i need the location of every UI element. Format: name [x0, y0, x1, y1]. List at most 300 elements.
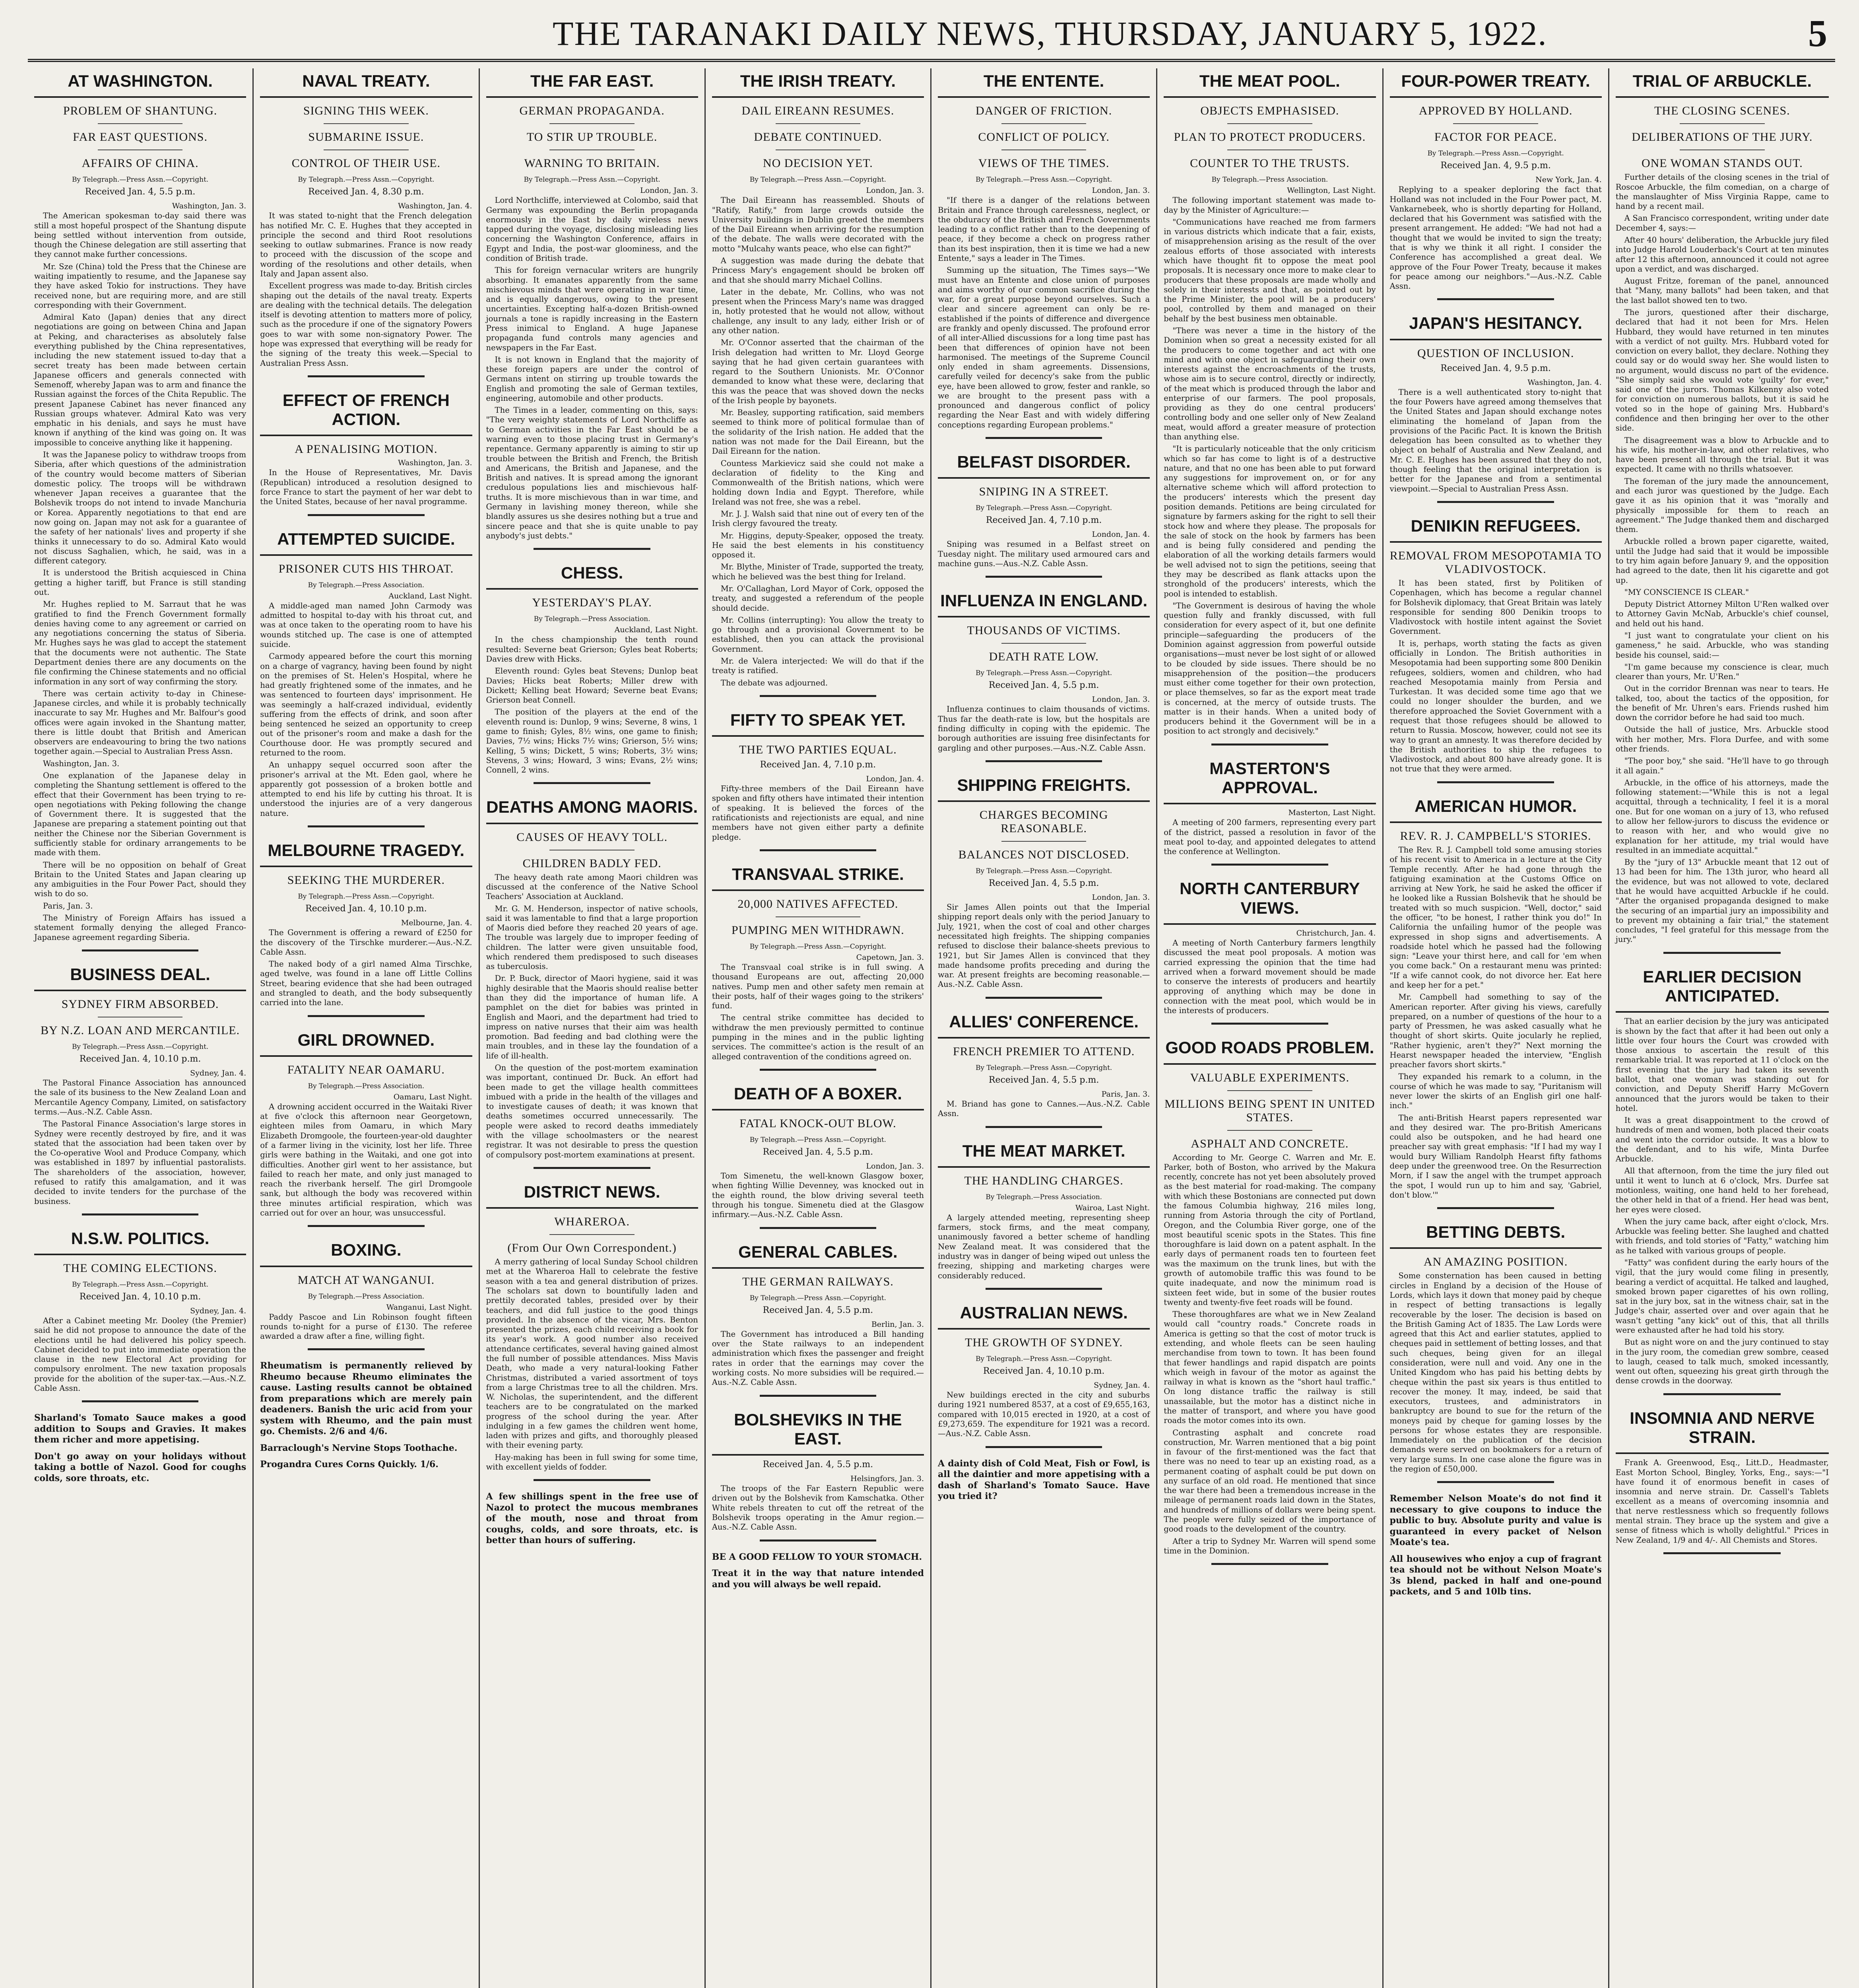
article-paragraph: The naked body of a girl named Alma Tirschke, aged twelve, was found in a lane off Little Collins Street, bearing evidence that she had been outraged and strangled to death, and the body subsequently carried into the lane.: [260, 959, 472, 1008]
dateline: New York, Jan. 4.: [1535, 175, 1602, 184]
wire-credit: By Telegraph.—Press Association.: [1211, 176, 1328, 184]
wire-credit: By Telegraph.—Press Association.: [308, 1082, 425, 1090]
article: [260, 68, 472, 377]
advertisement: Remember Nelson Moate's do not find it necessary to give coupons to induce the public to buy. Absolute purity and value is guaranteed in every packet of Nelson Moate's tea.: [1389, 1493, 1602, 1548]
article-paragraph: The position of the players at the end of the eleventh round is: Dunlop, 9 wins; Severne, 8 wins, 1 game to finish; Gyles, 8½ wins, one game to finish; Davies, 7½ wins; Hicks 7½ wins; Grierson, 5½ wins; Kelling, 5 wins; Dickett, 5 wins; Roberts, 3½ wins; Stevens, 3 wins; Howard, 3 wins; Evans, 2½ wins; Connell, 2 wins.: [486, 707, 698, 775]
article-end-rule: [986, 437, 1102, 439]
article-subheading: VIEWS OF THE TIMES.: [978, 157, 1110, 170]
article-paragraph: Eleventh round: Gyles beat Stevens; Dunlop beat Davies; Hicks beat Roberts; Miller drew with Dickett; Kelling beat Howard; Severne beat Evans; Grierson beat Connell.: [486, 666, 698, 705]
article-paragraph: An unhappy sequel occurred soon after the prisoner's arrival at the Mt. Eden gaol, where he apparently got possession of a broken bottle and attempted to end his life by cutting his throat. It is understood the injuries are of a very dangerous nature.: [260, 760, 472, 818]
wire-credit: By Telegraph.—Press Assn.—Copyright.: [1427, 149, 1564, 158]
dateline: Auckland, Last Night.: [614, 625, 698, 635]
article-paragraph: Contrasting asphalt and concrete road construction, Mr. Warren mentioned that a big point in favour of the first-mentioned was the fact that there was no need to tear up an existing road, as a permanent coating of asphalt could be put down on any surface of an old road. He mentioned that since the war there had been a tremendous increase in the mileage of permanent roads laid down in the States, and hundreds of millions of dollars were being spent. The people were fully seized of the importance of good roads to the development of the country.: [1164, 1428, 1376, 1534]
article-subheading: CAUSES OF HEAVY TOLL.: [516, 830, 668, 844]
article: [938, 588, 1150, 762]
article: [486, 560, 698, 784]
article-paragraph: This for foreign vernacular writers are hungrily absorbing. It emanates apparently from the same mischievous minds that were operating in war time, and is equally dangerous, owing to the present uncertainties. Excepting half-a-dozen British-owned journals a tone is rapidly increasing in the Eastern Press inimical to England. A huge Japanese propaganda fund controls many agencies and newspapers in the Far East.: [486, 266, 698, 352]
article-paragraph: Mr. Collins (interrupting): You allow the treaty to go through and a provisional Government to be established, then you can attack the provisional Government.: [712, 615, 924, 654]
article-subheading: (From Our Own Correspondent.): [507, 1241, 677, 1255]
wire-credit: By Telegraph.—Press Assn.—Copyright.: [975, 504, 1112, 513]
advertisement: Barraclough's Nervine Stops Toothache.: [260, 1442, 458, 1453]
article: [712, 707, 924, 851]
wire-credit: By Telegraph.—Press Association.: [986, 1193, 1102, 1201]
dateline: Wanganui, Last Night.: [386, 1303, 472, 1312]
article-headline: AT WASHINGTON.: [34, 68, 246, 98]
article-subheading: WARNING TO BRITAIN.: [524, 157, 660, 170]
article-paragraph: Frank A. Greenwood, Esq., Litt.D., Headmaster, East Morton School, Bingley, Yorks, Eng., says:—"I have found it of enormous benefit in cases of insomnia and nerve strain. Dr. Cassell's Tablets excellent as a means of overcoming insomnia and that nerve restlessness which so frequently follows mental strain. They brace up the system and give a sense of fitness which is wholly delightful." Prices in New Zealand, 1/9 and 4/-. All Chemists and Stores.: [1615, 1458, 1829, 1545]
dateline: Helsingfors, Jan. 3.: [850, 1474, 924, 1483]
article-paragraph: Countess Markievicz said she could not make a declaration of fidelity to the King and Commonwealth of the British nations, which were holding down India and Egypt. Therefore, while Ireland was not free, she was a rebel.: [712, 458, 924, 507]
article-subheading: REMOVAL FROM MESOPOTAMIA TO VLADIVOSTOCK.: [1389, 549, 1602, 576]
article-headline: TRANSVAAL STRIKE.: [712, 862, 924, 891]
article-paragraph: The foreman of the jury made the announcement, and each juror was questioned by the Judge. Each gave it as his opinion that it was "morally and physically impossible for them to reach an agreement." The Judge thanked them and discharged them.: [1615, 476, 1829, 534]
article-subheading: CHARGES BECOMING REASONABLE.: [979, 808, 1108, 835]
article-headline: NAVAL TREATY.: [260, 68, 472, 98]
wire-credit: By Telegraph.—Press Assn.—Copyright.: [975, 1355, 1112, 1363]
article-subheading: SUBMARINE ISSUE.: [308, 130, 424, 144]
divider-rule: [324, 123, 408, 124]
article: [1616, 68, 1829, 954]
article-paragraph: "The Government is desirous of having the whole question fully and frankly discussed, with full consideration for every aspect of it, but one definite principle—safeguarding the producers of the Dominion against aggression from powerful outside organisations—must never be lost sight of or allowed to be clouded by side issues. There should be no misapprehension of the position—the producers must either come together for their own protection, or place themselves, so far as the export meat trade is concerned, at the mercy of outside trusts. The matter is in their hands. When a united body of producers behind it the Government will be in a position to act strongly and decisively.": [1164, 601, 1376, 736]
article-end-rule: [1211, 1023, 1328, 1025]
article: [34, 68, 246, 951]
article-subheading: DEBATE CONTINUED.: [754, 130, 882, 144]
wire-credit: By Telegraph.—Press Assn.—Copyright.: [975, 669, 1112, 678]
article-paragraph: A drowning accident occurred in the Waitaki River at five o'clock this afternoon near Georgetown, eighteen miles from Oamaru, in which Mary Elizabeth Dromgoole, the fourteen-year-old daughter of a farmer living in the vicinity, lost her life. Three girls were bathing in the Waitaki, and one got into difficulties. Another girl went to her assistance, but failed to reach her mate, and only just managed to reach the riverbank herself. The girl Dromgoole sank, but although the body was recovered within three minutes artificial respiration, which was carried out for over an hour, was unsuccessful.: [260, 1102, 472, 1217]
article-paragraph: Admiral Kato (Japan) denies that any direct negotiations are going on between China and Japan at Peking, and characterises as absolutely false everything published by the China representatives, including the new statement issued to-day that a secret treaty has been made between certain Japanese officers and generals connected with Semenoff, whereby Japan was to arm and finance the Russian against the forces of the Chita Republic. The present Japanese Cabinet has never financed any Russian groups whatever. Admiral Kato was very emphatic in his denials, and says he must have known if anything of the kind was going on. It was impossible to conceive anything like it happening.: [34, 313, 246, 447]
article-paragraph: M. Briand has gone to Cannes.—Aus.-N.Z. Cable Assn.: [938, 1099, 1150, 1118]
article-paragraph: Further details of the closing scenes in the trial of Roscoe Arbuckle, the film comedian, on a charge of the manslaughter of Miss Virginia Rappe, came to hand by a recent mail.: [1615, 173, 1829, 211]
article-paragraph: "MY CONSCIENCE IS CLEAR.": [1624, 587, 1749, 597]
article-subheading: FATALITY NEAR OAMARU.: [287, 1063, 445, 1076]
divider-rule: [98, 123, 182, 124]
article-paragraph: "It is particularly noticeable that the only criticism which so far has come to light is of a destructive nature, and that no one has been able to put forward any suggestions for improvement on, or for any alternative scheme which will afford protection to the producers' interests which the present day position demands. Petitions are being circulated for signature by farmers asking for the right to sell their stock how and where they please. The proposals for the sale of stock on the hook by farmers has been and is being fully considered and pending the elaboration of all the working details farmers would be well advised not to sign the petitions, seeing that they may be described as flank attacks upon the stronghold of the producers' interests, which the pool is intended to establish.: [1164, 444, 1376, 598]
article-end-rule: [986, 760, 1102, 762]
wire-credit: By Telegraph.—Press Assn.—Copyright.: [975, 867, 1112, 876]
article-headline: MELBOURNE TRAGEDY.: [260, 838, 472, 867]
article-end-rule: [534, 782, 650, 784]
article-headline: AMERICAN HUMOR.: [1390, 794, 1602, 823]
article-paragraph: "I just want to congratulate your client on his gameness," he said. Arbuckle, who was standing beside his counsel, said:—: [1615, 631, 1829, 660]
article-paragraph: It was the Japanese policy to withdraw troops from Siberia, after which questions of the administration of the country would become matters of Siberian domestic policy. The troops will be withdrawn whenever Japan receives a guarantee that the Bolshevik troops do not intend to invade Manchuria or Korea. Apparently negotiations to that end are now going on. Japan may not ask for a guarantee of the safety of her nationals' lives and property if she thinks it unnecessary to do so. Admiral Kato would not discuss Saghalien, which, he said, was in a different category.: [34, 450, 246, 566]
article-end-rule: [534, 1167, 650, 1169]
received-time: Received Jan. 4, 5.5 p.m.: [988, 680, 1099, 691]
wire-credit: By Telegraph.—Press Assn.—Copyright.: [298, 176, 435, 184]
dateline: Washington, Jan. 4.: [1527, 378, 1602, 387]
article-paragraph: After a trip to Sydney Mr. Warren will spend some time in the Dominion.: [1164, 1536, 1376, 1555]
article-paragraph: Hay-making has been in full swing for some time, with excellent yields of fodder.: [486, 1452, 698, 1472]
article-paragraph: Mr. Sze (China) told the Press that the Chinese are waiting impatiently to resume, and the Japanese say they have asked Tokio for instructions. They have received none, but are requiring more, and are still corresponding with their Government.: [34, 262, 246, 310]
article-paragraph: The American spokesman to-day said there was still a most hopeful prospect of the Shantung dispute being settled without intervention from outside, though the Chinese delegation are still asserting that they cannot make further concessions.: [34, 211, 246, 259]
column-8: [1609, 68, 1835, 1988]
dateline: London, Jan. 3.: [1092, 695, 1150, 704]
article: [486, 1179, 698, 1481]
article-paragraph: Mr. Blythe, Minister of Trade, supported the treaty, which he believed was the best thing for Ireland.: [712, 562, 924, 581]
article-end-rule: [308, 514, 424, 516]
dateline: Auckland, Last Night.: [388, 591, 472, 600]
article-end-rule: [760, 1227, 876, 1229]
article-paragraph: The Transvaal coal strike is in full swing. A thousand Europeans are out, affecting 20,000 natives. Pump men and other safety men remain at their posts, half of their wages going to the strikers' fund.: [712, 963, 924, 1011]
article-headline: GIRL DROWNED.: [260, 1027, 472, 1057]
article-headline: INSOMNIA AND NERVE STRAIN.: [1616, 1406, 1829, 1454]
article-subheading: AFFAIRS OF CHINA.: [82, 157, 199, 170]
wire-credit: By Telegraph.—Press Assn.—Copyright.: [298, 893, 435, 901]
article: [938, 773, 1150, 999]
article-headline: CHESS.: [486, 560, 698, 590]
article-paragraph: Mr. O'Connor asserted that the chairman of the Irish delegation had written to Mr. Lloyd George saying that he had given certain guarantees with regard to the Southern Unionists. Mr. O'Connor demanded to know what these were, declaring that this was the peace that was shoved down the necks of the Irish people by bayonets.: [712, 338, 924, 405]
article-end-rule: [1437, 298, 1554, 300]
article-paragraph: The following important statement was made to-day by the Minister of Agriculture:—: [1164, 196, 1376, 215]
divider-rule: [1001, 643, 1086, 644]
article-headline: ALLIES' CONFERENCE.: [938, 1009, 1150, 1039]
article: [1164, 756, 1376, 866]
article-headline: TRIAL OF ARBUCKLE.: [1616, 68, 1829, 98]
article-subheading: FATAL KNOCK-OUT BLOW.: [739, 1117, 897, 1130]
article-subheading: REV. R. J. CAMPBELL'S STORIES.: [1400, 829, 1591, 843]
article-subheading: PLAN TO PROTECT PRODUCERS.: [1174, 130, 1366, 144]
article-paragraph: The Pastoral Finance Association's large stores in Sydney were recently destroyed by fire, and it was stated that the association had been taken over by the Co-operative Wool and Produce Company, which was established in 1897 by influential pastoralists. The shareholders of the association, however, refused to ratify this amalgamation, and it was decided to invite tenders for the purchase of the business.: [34, 1119, 246, 1206]
article-paragraph: The troops of the Far Eastern Republic were driven out by the Bolshevik from Kamschatka. Other White rebels threaten to cut off the retreat of the Bolshevik troops operating in the Amur region.—Aus.-N.Z. Cable Assn.: [712, 1484, 924, 1532]
divider-rule: [1001, 149, 1086, 150]
article-end-rule: [308, 1225, 424, 1227]
divider-rule: [1227, 149, 1312, 150]
divider-rule: [1227, 1090, 1312, 1091]
received-time: Received Jan. 4, 7.10 p.m.: [760, 760, 876, 770]
article-subheading: CHILDREN BADLY FED.: [522, 856, 662, 870]
article-paragraph: In the chess championship the tenth round resulted: Severne beat Grierson; Gyles beat Roberts; Davies drew with Hicks.: [486, 635, 698, 664]
article-paragraph: Excellent progress was made to-day. British circles shaping out the details of the naval treaty. Experts are dealing with the technical details. The delegation itself is devoting attention to matters more of policy, such as the procedure if one of the signatory Powers goes to war with some non-signatory Power. The hope was expressed that everything will be ready for the signing of the treaty this week.—Special to Australian Press Assn.: [260, 281, 472, 368]
wire-credit: By Telegraph.—Press Assn.—Copyright.: [749, 1136, 887, 1144]
article-paragraph: There will be no opposition on behalf of Great Britain to the United States and Japan clearing up any ambiguities in the Four Power Pact, should they wish to do so.: [34, 860, 246, 899]
article-headline: BELFAST DISORDER.: [938, 449, 1150, 479]
article: [1616, 1406, 1829, 1554]
article-paragraph: Deputy District Attorney Milton U'Ren walked over to Attorney Gavin McNab, Arbuckle's chief counsel, and held out his hand.: [1615, 600, 1829, 628]
article-paragraph: That an earlier decision by the jury was anticipated is shown by the fact that after it had been out only a little over four hours the Court was crowded with those anxious to ascertain the result of this remarkable trial. It was reported at 11 o'clock on the first evening that the jury had taken its seventh ballot, that one woman was standing out for conviction, and Deputy Sheriff Harry McGovern announced that the jurors would be taken to their hotel.: [1615, 1017, 1829, 1113]
dateline: Berlin, Jan. 3.: [871, 1320, 924, 1329]
article-subheading: THE GERMAN RAILWAYS.: [742, 1275, 894, 1288]
article-end-rule: [82, 949, 198, 951]
article: [938, 1009, 1150, 1128]
divider-rule: [549, 1234, 634, 1235]
article-subheading: DAIL EIREANN RESUMES.: [741, 104, 895, 118]
article-headline: DEATHS AMONG MAORIS.: [486, 794, 698, 824]
article-paragraph: Arbuckle, in the office of his attorneys, made the following statement:—"While this is not a legal acquittal, through a technicality, I feel it is a moral one. But for one woman on a jury of 13, who refused to allow her fellow-jurors to discuss the evidence or to reason with her, and who would give no explanation for her attitude, my trial would have resulted in an immediate acquittal.": [1615, 778, 1829, 855]
article-paragraph: "I'm game because my conscience is clear, much clearer than yours, Mr. U'Ren.": [1615, 662, 1829, 681]
article-headline: DEATH OF A BOXER.: [712, 1081, 924, 1110]
divider-rule: [1227, 1130, 1312, 1131]
article-paragraph: It is not known in England that the majority of these foreign papers are under the control of Germans intent on stirring up trouble towards the English and promoting the sale of German textiles, engineering, automobile and other products.: [486, 355, 698, 403]
article-headline: BOLSHEVIKS IN THE EAST.: [712, 1407, 924, 1456]
divider-rule: [1680, 123, 1765, 124]
article: [260, 1027, 472, 1227]
article-end-rule: [1437, 1207, 1554, 1209]
article-paragraph: Sniping was resumed in a Belfast street on Tuesday night. The military used armoured cars and machine guns.—Aus.-N.Z. Cable Assn.: [938, 540, 1150, 568]
article-subheading: THE HANDLING CHARGES.: [964, 1174, 1124, 1187]
article-paragraph: Sir James Allen points out that the Imperial shipping report deals only with the period January to July, 1921, when the cost of coal and other charges necessitated high freights. The shipping companies refused to disclose their balance-sheets previous to 1921, but Sir James Allen is convinced that they made handsome profits preceding and during the war. At present freights are becoming reasonable.—Aus.-N.Z. Cable Assn.: [938, 903, 1150, 989]
article: [260, 526, 472, 827]
article-paragraph: The anti-British Hearst papers represented war and they desired war. The pro-British Americans could also be outspoken, and he had heard one preacher say with great emphasis: "If I had my way I would bury William Randolph Hearst fifty fathoms deep under the greenwood tree. On the Resurrection Morn, if I saw the angel with the trumpet approach the spot, I would run up to him and say, 'Gabriel, don't blow.'": [1389, 1113, 1602, 1200]
article: [712, 1081, 924, 1229]
column-7: [1384, 68, 1609, 1988]
article-paragraph: But as night wore on and the jury continued to stay in the jury room, the comedian grew sombre, ceased to laugh, ceased to talk much, smoked incessantly, went out often, squeezing his great girth through the dense crowds in the doorway.: [1615, 1338, 1829, 1386]
article-end-rule: [1211, 1563, 1328, 1565]
divider-rule: [324, 149, 408, 150]
article-end-rule: [1437, 1481, 1554, 1483]
dateline: Wairoa, Last Night.: [1075, 1203, 1150, 1212]
article: [712, 1239, 924, 1397]
article-headline: FIFTY TO SPEAK YET.: [712, 707, 924, 737]
article-subheading: QUESTION OF INCLUSION.: [1417, 346, 1574, 360]
article-paragraph: Tom Simenetu, the well-known Glasgow boxer, when fighting Willie Devenney, was knocked out in the eighth round, the blow driving several teeth through his tongue. Simenetu died at the Glasgow infirmary.—Aus.-N.Z. Cable Assn.: [712, 1171, 924, 1219]
divider-rule: [549, 149, 634, 150]
divider-rule: [549, 123, 634, 124]
article-headline: BETTING DEBTS.: [1390, 1219, 1602, 1249]
dateline: Washington, Jan. 3.: [172, 202, 246, 211]
article-subheading: FAR EAST QUESTIONS.: [73, 130, 208, 144]
article-headline: EFFECT OF FRENCH ACTION.: [260, 388, 472, 437]
divider-rule: [1001, 123, 1086, 124]
article-paragraph: It has been stated, first by Politiken of Copenhagen, which has become a regular channel for Bolshevik diplomacy, that Great Britain was lately responsible for sending 800 Denikin troops to Vladivostock with hostile intent against the Soviet Government.: [1389, 579, 1602, 636]
article-paragraph: The Times in a leader, commenting on this, says: "The very weighty statements of Lord Northcliffe as to German activities in the Far East should be a warning even to those placing trust in Germany's repentance. Germany apparently is aiming to stir up trouble between the British and French, the British and Americans, the British and Japanese, and the British and natives. It is spread among the ignorant credulous populations lies and mischievous half-truths. It is more mischievous than in war time, and Germany in lavishing money thereon, while she blandly assures us she desires nothing but a true and sincere peace and that she is quite unable to pay anybody's just debts.": [486, 406, 698, 540]
article-end-rule: [1663, 1552, 1781, 1554]
advertisement: A few shillings spent in the free use of Nazol to protect the mucous membranes of the mouth, nose and throat from coughs, colds, and sore throats, etc. is better than hours of suffering.: [486, 1491, 698, 1546]
article-headline: INFLUENZA IN ENGLAND.: [938, 588, 1150, 617]
dateline: London, Jan. 3.: [640, 186, 698, 195]
wire-credit: By Telegraph.—Press Assn.—Copyright.: [72, 176, 209, 184]
article-paragraph: "Communications have reached me from farmers in various districts which indicate that a fair, exists, of misapprehension arising as the result of the over zealous efforts of those associated with interests which have thought fit to oppose the meat pool proposals. It is necessary once more to make clear to producers that these proposals are made wholly and solely in their interests and that, as pointed out by the Prime Minister, the pool will be a producers' pool, controlled by them and managed on their behalf by the best business men obtainable.: [1164, 217, 1376, 323]
article-subheading: VALUABLE EXPERIMENTS.: [1190, 1071, 1350, 1084]
article-subheading: DANGER OF FRICTION.: [976, 104, 1112, 118]
article: [260, 838, 472, 1017]
article-headline: THE ENTENTE.: [938, 68, 1150, 98]
article: [1390, 513, 1602, 783]
dateline: Masterton, Last Night.: [1288, 808, 1376, 817]
received-time: Received Jan. 4, 7.10 p.m.: [986, 515, 1102, 526]
article-headline: GOOD ROADS PROBLEM.: [1164, 1035, 1376, 1064]
article-subheading: SIGNING THIS WEEK.: [303, 104, 429, 118]
article-headline: AUSTRALIAN NEWS.: [938, 1300, 1150, 1330]
advertisement: All housewives who enjoy a cup of fragrant tea should not be without Nelson Moate's 3s blend, packed in half and one-pound packets, and 5 and 10lb tins.: [1389, 1553, 1602, 1597]
received-time: Received Jan. 4, 10.10 p.m.: [983, 1366, 1105, 1376]
article-paragraph: Some consternation has been caused in betting circles in England by a decision of the House of Lords, which lays it down that money paid by cheque in respect of betting transactions is legally recoverable by the loser. The decision is based on the British Gaming Act of 1835. The Law Lords were agreed that this Act and earlier statutes, applied to cheques paid in settlement of betting losses, and that such cheques, being given for an illegal consideration, were null and void. Any one in the United Kingdom who has paid his betting debts by cheque within the past six years is thus entitled to recover the money. It may, indeed, be said that executors, trustees, and administrators in bankruptcy are bound to sue for the return of the moneys paid by cheque for gaming losses by the persons for whose estates they are responsible. Immediately on the publication of the decision demands were served on bookmakers for a return of very large sums. In one case alone the figure was in the region of £50,000.: [1389, 1271, 1602, 1474]
article-end-rule: [1437, 501, 1554, 503]
dateline: Sydney, Jan. 4.: [190, 1069, 246, 1078]
article: [1164, 876, 1376, 1025]
article-end-rule: [986, 1288, 1102, 1290]
advertisement: Sharland's Tomato Sauce makes a good addition to Soups and Gravies. It makes them richer and more appetising.: [34, 1413, 246, 1445]
article-headline: JAPAN'S HESITANCY.: [1390, 311, 1602, 340]
article-paragraph: Later in the debate, Mr. Collins, who was not present when the Princess Mary's name was dragged in, hotly protested that he would not allow, without challenge, any insult to any lady, either Irish or of any other nation.: [712, 287, 924, 335]
received-time: Received Jan. 4, 5.5 p.m.: [763, 1305, 873, 1315]
advertisement: Progandra Cures Corns Quickly. 1/6.: [260, 1459, 439, 1470]
divider-rule: [776, 149, 860, 150]
article-paragraph: "The poor boy," she said. "He'll have to go through it all again.": [1615, 756, 1829, 775]
article-headline: FOUR-POWER TREATY.: [1390, 68, 1602, 98]
dateline: Washington, Jan. 3.: [398, 458, 472, 468]
article-paragraph: The Pastoral Finance Association has announced the sale of its business to the New Zealand Loan and Mercantile Agency Company, Limited, on satisfactory terms.—Aus.-N.Z. Cable Assn.: [34, 1078, 246, 1116]
article-subheading: DEATH RATE LOW.: [989, 650, 1099, 664]
article-paragraph: On the question of the post-mortem examination was important, continued Dr. Buck. An effort had been made to get the village health committees imbued with a pride in the health of the villages and to investigate causes of death; it was known that deaths sometimes occurred unnecessarily. The people were asked to record deaths immediately with the village schoolmasters or the nearest registrar. It was not desirable to press the question of compulsory post-mortem examinations at present.: [486, 1063, 698, 1159]
article-subheading: THE CLOSING SCENES.: [1654, 104, 1790, 118]
article-paragraph: Mr. J. J. Walsh said that nine out of every ten of the Irish clergy favoured the treaty.: [712, 509, 924, 528]
article: [34, 962, 246, 1215]
article-paragraph: It was stated to-night that the French delegation has notified Mr. C. E. Hughes that they accepted in principle the second and third Root resolutions seeking to outlaw submarines. France is now ready to proceed with the discussion of the scope and wording of the resolutions and other details, when Italy and Japan assent also.: [260, 211, 472, 278]
article-subheading: PROBLEM OF SHANTUNG.: [63, 104, 217, 118]
article-subheading: MILLIONS BEING SPENT IN UNITED STATES.: [1164, 1097, 1375, 1124]
article-paragraph: August Fritze, foreman of the panel, announced that "Many, many ballots" had been taken, and that the last ballot showed ten to two.: [1615, 276, 1829, 305]
column-4: [706, 68, 931, 1988]
article: [1164, 68, 1376, 746]
article-subheading: APPROVED BY HOLLAND.: [1419, 104, 1573, 118]
article-paragraph: The Government has introduced a Bill handing over the State railways to an independent administration which fixes the passenger and freight rates in order that the earnings may cover the working costs. No more subsidies will be required.—Aus.-N.Z. Cable Assn.: [712, 1329, 924, 1387]
article-paragraph: There was certain activity to-day in Chinese-Japanese circles, and while it is probably technically inaccurate to say Mr. Hughes and Mr. Balfour's good offices were again invoked in the Shantung matter, there is little doubt that British and American observers are endeavouring to bring the two nations together again.—Special to Australian Press Assn.: [34, 689, 246, 756]
wire-credit: By Telegraph.—Press Assn.—Copyright.: [72, 1043, 209, 1051]
article-subheading: PUMPING MEN WITHDRAWN.: [731, 924, 904, 937]
article-headline: BOXING.: [260, 1237, 472, 1267]
dateline: London, Jan. 3.: [866, 1162, 924, 1171]
dateline: London, Jan. 3.: [1092, 186, 1150, 195]
received-time: Received Jan. 4, 9.5 p.m.: [1440, 161, 1551, 171]
article: [1390, 794, 1602, 1209]
article-headline: GENERAL CABLES.: [712, 1239, 924, 1269]
article-paragraph: Influenza continues to claim thousands of victims. Thus far the death-rate is low, but the hospitals are finding difficulty in coping with the epidemic. The borough authorities are issuing free disinfectants for gargling and other purposes.—Aus.-N.Z. Cable Assn.: [938, 705, 1150, 753]
dateline: Washington, Jan. 4.: [398, 202, 472, 211]
article-paragraph: A suggestion was made during the debate that Princess Mary's engagement should be broken off and that she should marry Michael Collins.: [712, 256, 924, 285]
article-subheading: SNIPING IN A STREET.: [979, 485, 1109, 499]
dateline: Wellington, Last Night.: [1287, 186, 1376, 195]
article-paragraph: Mr. Hughes replied to M. Sarraut that he was gratified to find the French Government formally denies having come to any agreement or carried on any negotiations concerning the status of Siberia. Mr. Hughes says he was glad to accept the statement that the documents were not authentic. The State Department denies there are any documents on the file confirming the Chinese statements and no official information in any sort of way confirming the story.: [34, 600, 246, 686]
article: [712, 862, 924, 1071]
article-end-rule: [82, 1400, 198, 1402]
article-paragraph: Mr. Campbell had something to say of the American reporter. After giving his views, carefully prepared, on a number of questions of the hour to a party of Pressmen, he was asked casually what he thought of short skirts. Quite jocularly he replied, "Rather hygienic, aren't they?" Next morning the Hearst newspaper headed the interview, "English preacher favors short skirts.": [1389, 992, 1602, 1070]
column-1: [28, 68, 254, 1988]
article-subheading: FACTOR FOR PEACE.: [1434, 130, 1557, 144]
article-paragraph: After 40 hours' deliberation, the Arbuckle jury filed into Judge Harold Louderback's Court at ten minutes after 12 this afternoon, announced it could not agree upon a verdict, and was discharged.: [1615, 235, 1829, 274]
column-5: [931, 68, 1157, 1988]
divider-rule: [1680, 149, 1765, 150]
article-subheading: FRENCH PREMIER TO ATTEND.: [953, 1045, 1135, 1058]
article-paragraph: A largely attended meeting, representing sheep farmers, stock firms, and the meat company, unanimously favored a better scheme of handling New Zealand meat. It was considered that the industry was in danger of being wiped out unless the freezing, shipping and marketing charges were considerably reduced.: [938, 1213, 1150, 1280]
article-headline: N.S.W. POLITICS.: [34, 1226, 246, 1255]
advertisement: A dainty dish of Cold Meat, Fish or Fowl, is all the daintier and more appetising with a dash of Sharland's Tomato Sauce. Have you tried it?: [938, 1458, 1150, 1502]
wire-credit: By Telegraph.—Press Association.: [308, 581, 425, 589]
article-subheading: 20,000 NATIVES AFFECTED.: [737, 897, 898, 911]
article-paragraph: The Government is offering a reward of £250 for the discovery of the Tirschke murderer.—Aus.-N.Z. Cable Assn.: [260, 928, 472, 957]
article-paragraph: Fifty-three members of the Dail Eireann have spoken and fifty others have intimated their intention of speaking. It is believed the forces of the ratificationists and rejectionists are equal, and nine members have not given either party a definite pledge.: [712, 784, 924, 842]
article-subheading: TO STIR UP TROUBLE.: [526, 130, 658, 144]
article-end-rule: [1211, 744, 1328, 746]
received-time: Received Jan. 4, 5.5 p.m.: [988, 1075, 1099, 1085]
article: [1390, 311, 1602, 503]
article-headline: THE MEAT POOL.: [1164, 68, 1376, 98]
article-subheading: SEEKING THE MURDERER.: [287, 874, 445, 887]
received-time: Received Jan. 4, 5.5 p.m.: [85, 187, 196, 197]
article-subheading: BY N.Z. LOAN AND MERCANTILE.: [41, 1024, 240, 1037]
article-end-rule: [308, 1348, 424, 1350]
article-paragraph: Dr. P. Buck, director of Maori hygiene, said it was highly desirable that the Maoris should realise better than they did the importance of human life. A pamphlet on the diet for babies was printed in English and Maori, and the department had tried to impress on native nurses that their aim was health promotion. Bad feeding and bad clothing were the main troubles, and in these lay the foundation of a life of ill-health.: [486, 974, 698, 1060]
article-end-rule: [986, 1446, 1102, 1448]
received-time: Received Jan. 4, 5.5 p.m.: [988, 878, 1099, 889]
article-paragraph: It is understood the British acquiesced in China getting a higher tariff, but France is still standing out.: [34, 568, 246, 597]
masthead-title: THE TARANAKI DAILY NEWS, THURSDAY, JANUARY 5, 1922.: [553, 14, 1547, 52]
article: [486, 794, 698, 1169]
article-paragraph: Paddy Pascoe and Lin Robinson fought fifteen rounds to-night for a purse of £130. The referee awarded a draw after a fine, willing fight.: [260, 1312, 472, 1341]
article-paragraph: The disagreement was a blow to Arbuckle and to his wife, his mother-in-law, and other relatives, who have been present all through the trial. But it was expected. It came with no thrills whatsoever.: [1615, 435, 1829, 474]
divider-rule: [1001, 841, 1086, 842]
article-paragraph: One explanation of the Japanese delay in completing the Shantung settlement is offered to the effect that their Government has been trying to re-open negotiations with Peking following the change of Government there. It is suggested that the Japanese are preparing a statement pointing out that neither the Chinese nor the Siberian Government is sufficiently stable for ordinary arrangements to be made with them.: [34, 771, 246, 858]
article-paragraph: Arbuckle rolled a brown paper cigarette, waited, until the Judge had said that it would be impossible to try him again before January 9, and the opposition had agreed to the date, then lit his cigarette and got up.: [1615, 537, 1829, 585]
article: [260, 388, 472, 516]
wire-credit: By Telegraph.—Press Assn.—Copyright.: [749, 176, 887, 184]
article-paragraph: The Ministry of Foreign Affairs has issued a statement formally denying the alleged Franco-Japanese agreement regarding Siberia.: [34, 913, 246, 942]
received-time: Received Jan. 4, 10.10 p.m.: [79, 1292, 201, 1302]
divider-rule: [776, 916, 860, 917]
dateline: London, Jan. 4.: [866, 775, 924, 784]
article: [1616, 964, 1829, 1395]
article-paragraph: Carmody appeared before the court this morning on a charge of vagrancy, having been found by night on the premises of St. Helen's Hospital, where he had greatly frightened some of the inmates, and he was sentenced to fourteen days' imprisonment. He was seemingly a half-crazed individual, evidently suffering from the effects of drink, and soon after being sentenced he seized an opportunity to creep out of the prisoner's room and make a dash for the Courthouse door. He was promptly secured and returned to the room.: [260, 652, 472, 758]
article-end-rule: [308, 825, 424, 827]
article: [938, 449, 1150, 578]
received-time: Received Jan. 4, 8.30 p.m.: [308, 187, 424, 197]
article: [938, 1300, 1150, 1448]
article-paragraph: All that afternoon, from the time the jury filed out until it went to lunch at 6 o'clock, Mrs. Durfee sat motionless, waiting, one hand held to her forehead, the other held in that of a friend. Her head was bent, her eyes were closed.: [1615, 1166, 1829, 1214]
article-paragraph: They expanded his remark to a column, in the course of which he was made to say, "Puritanism will never lower the skirts of an English girl one half-inch.": [1389, 1072, 1602, 1110]
article-paragraph: "If there is a danger of the relations between Britain and France through carelessness, neglect, or the obduracy of the British and French Governments leading to a conflict rather than to the deepening of peace, if they become a check on progress rather than its best inspiration, then it is time we had a new Entente," says a leader in The Times.: [938, 196, 1150, 263]
article-paragraph: Mr. de Valera interjected: We will do that if the treaty is ratified.: [712, 656, 924, 676]
article-end-rule: [308, 375, 424, 377]
article-subheading: COUNTER TO THE TRUSTS.: [1190, 157, 1350, 170]
article-end-rule: [1663, 952, 1781, 954]
wire-credit: By Telegraph.—Press Assn.—Copyright.: [72, 1281, 209, 1289]
article-headline: ATTEMPTED SUICIDE.: [260, 526, 472, 556]
article-subheading: THE TWO PARTIES EQUAL.: [739, 743, 897, 757]
article-subheading: GERMAN PROPAGANDA.: [519, 104, 665, 118]
received-time: Received Jan. 4, 9.5 p.m.: [1440, 363, 1551, 373]
article-paragraph: It was a great disappointment to the crowd of hundreds of men and women, both placed their coats and went into the corridor outside. It was a blow to the defendant, and to his wife, Minta Durfee Arbuckle.: [1615, 1116, 1829, 1164]
dateline: London, Jan. 4.: [1092, 530, 1150, 539]
article-headline: NORTH CANTERBURY VIEWS.: [1164, 876, 1376, 925]
received-time: Received Jan. 4, 5.5 p.m.: [763, 1460, 873, 1470]
article-paragraph: Outside the hall of justice, Mrs. Arbuckle stood with her mother, Mrs. Flora Durfee, and with some other friends.: [1615, 725, 1829, 754]
article-headline: DISTRICT NEWS.: [486, 1179, 698, 1209]
divider-rule: [1227, 123, 1312, 124]
article-paragraph: New buildings erected in the city and suburbs during 1921 numbered 8537, at a cost of £9,655,163, compared with 10,015 erected in 1920, at a cost of £9,273,659. The expenditure for 1921 was a record.—Aus.-N.Z. Cable Assn.: [938, 1390, 1150, 1439]
article-end-rule: [1437, 781, 1554, 783]
wire-credit: By Telegraph.—Press Assn.—Copyright.: [975, 1064, 1112, 1072]
article-end-rule: [1663, 1393, 1781, 1395]
article-headline: EARLIER DECISION ANTICIPATED.: [1616, 964, 1829, 1013]
dateline: Capetown, Jan. 3.: [856, 953, 924, 962]
article-paragraph: Paris, Jan. 3.: [43, 901, 93, 911]
article-subheading: SYDNEY FIRM ABSORBED.: [61, 998, 219, 1011]
article-paragraph: Out in the corridor Brennan was near to tears. He talked, too, about the tactics of the opposition, for the benefit of Mr. Uhren's ears. Friends rushed him down the corridor before he had said too much.: [1615, 684, 1829, 722]
article-paragraph: Mr. O'Callaghan, Lord Mayor of Cork, opposed the treaty, and suggested a referendum of the people should decide.: [712, 584, 924, 613]
dateline: London, Jan. 3.: [866, 186, 924, 195]
article-paragraph: The Rev. R. J. Campbell told some amusing stories of his recent visit to America in a lecture at the City Temple recently. After he had gone through the fatiguing examination at the Customs Office on arriving at New York, he said he asked the officer if he looked like a Russian Bolshevik that he should be treated with so much suspicion. "Well, doctor," said the officer, "to be honest, I rather think you do!" In California the unfailing humor of the people was expressed in shop signs and advertisements. A roadside hotel which he passed had the following sign: "Leave your thirst here, and call for 'em when you come back." On a restaurant menu was printed: "If a wife cannot cook, do not divorce her. Eat here and keep her for a pet.": [1389, 845, 1602, 990]
article: [938, 1138, 1150, 1290]
article-paragraph: Mr. Higgins, deputy-Speaker, opposed the treaty. He said the best elements in his constituency opposed it.: [712, 531, 924, 560]
article: [1390, 68, 1602, 300]
article-paragraph: According to Mr. George C. Warren and Mr. E. Parker, both of Boston, who arrived by the Makura recently, concrete has not yet been absolutely proved as the best material for road-making. The company with which these Bostonians are connected put down the famous Columbia highway, 216 miles long, running from Astoria through the city of Portland, Oregon, and the Columbia River gorge, one of the most beautiful scenic spots in the States. This fine thoroughfare is laid down on a patent asphalt. In the early days of permanent roads ten to fourteen feet was the maximum on the trunk lines, but with the growth of automobile traffic this was found to be quite inadequate, and now the minimum road is sixteen feet wide, but in some of the busier routes twenty and twenty-five feet roads will be found.: [1164, 1153, 1376, 1307]
article-subheading: NO DECISION YET.: [763, 157, 873, 170]
article-paragraph: The jurors, questioned after their discharge, declared that had it not been for Mrs. Helen Hubbard, they would have returned in ten minutes with a verdict of not guilty. Mrs. Hubbard voted for conviction on every ballot, they declare. Nothing they could say or do would sway her. She would listen to no argument, would discuss no part of the evidence. "She simply said she would vote 'guilty' for ever," said one of the jurors. Thomas Kilkenny also voted for conviction on numerous ballots, but it is said he voted so in the hope of gaining Mrs. Hubbard's confidence and then bringing her over to the other side.: [1615, 307, 1829, 433]
article-subheading: ONE WOMAN STANDS OUT.: [1641, 157, 1803, 170]
article-paragraph: "There was never a time in the history of the Dominion when so great a necessity existed for all the producers to come together and act with one mind and with one object in safeguarding their own interests against the encroachments of the trusts, whose aim is to secure control, directly or indirectly, of the meat which is produced through the labor and enterprise of our farmers. The pool proposals, providing as they do one central producers' controlling body and one seller only of New Zealand meat, would afford a greater measure of protection than anything else.: [1164, 326, 1376, 442]
received-time: Received Jan. 4, 10.10 p.m.: [79, 1054, 201, 1064]
article-paragraph: The central strike committee has decided to withdraw the men previously permitted to continue pumping in the mines and in the public lighting services. The committee's action is the result of an alleged contravention of the conditions agreed on.: [712, 1013, 924, 1061]
article-subheading: AN AMAZING POSITION.: [1423, 1255, 1568, 1269]
divider-rule: [1453, 123, 1538, 124]
